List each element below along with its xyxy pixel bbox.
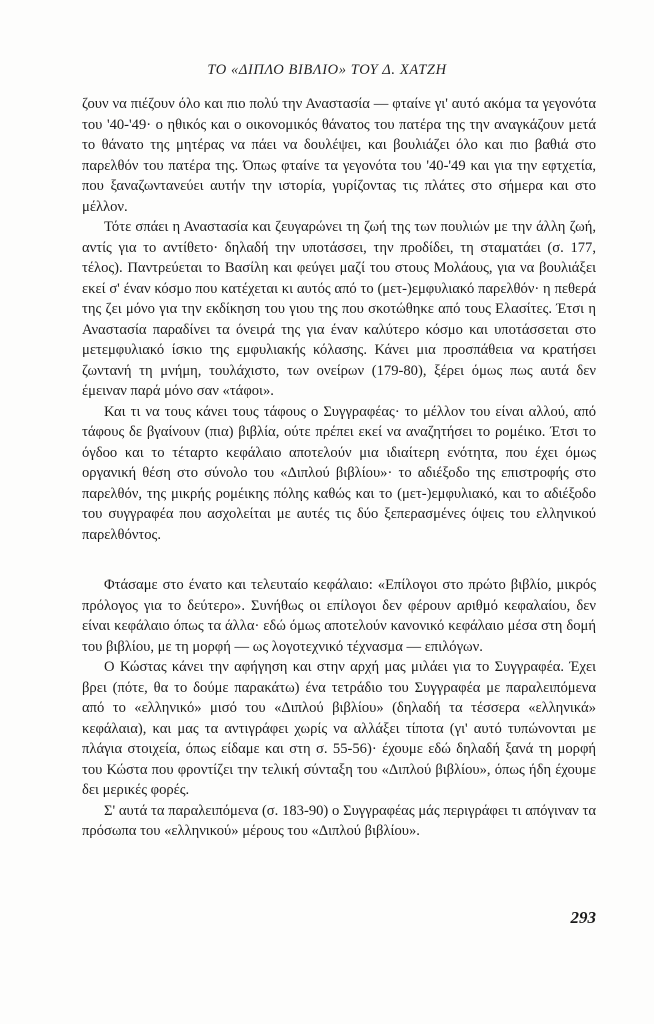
paragraph: ζουν να πιέζουν όλο και πιο πολύ την Αναστασία — φταίνε γι' αυτό ακόμα τα γεγονότα του '40-'49· ο ηθικός και ο οικονομικός θάνατος του πατέρα της την αναγκάζουν μετά το θάνατο της μητέρας να πάει να δουλέψει, και βουλιάζει όλο και πιο βαθιά στο παρελθόν του πατέρα της. Όπως φταίνε τα γεγονότα του '40-'49 και για την εφτχετία, που ξαναζωντανεύει αυτήν την ιστορία, γυρίζοντας τις πλάτες στο σήμερα και στο μέλλον. xyxy=(82,96,596,215)
paragraph: Σ' αυτά τα παραλειπόμενα (σ. 183-90) ο Συγγραφέας μάς περιγράφει τι απόγιναν τα πρόσωπα του «ελληνικού» μέρους του «Διπλού βιβλίου». xyxy=(82,802,596,839)
paragraph: Φτάσαμε στο ένατο και τελευταίο κεφάλαιο: «Επίλογοι στο πρώτο βιβλίο, μικρός πρόλογος για το δεύτερο». Συνήθως οι επίλογοι δεν φέρουν αριθμό κεφαλαίου, δεν είναι κεφάλαιο όπως τα άλλα· εδώ όμως αποτελούν κανονικό κεφάλαιο μέσα στη δομή του βιβλίου, με τη μορφή — ως λογοτεχνικό τέχνασμα — επιλόγων. xyxy=(82,577,596,655)
running-title: ΤΟ «ΔΙΠΛΟ ΒΙΒΛΙΟ» ΤΟΥ Δ. ΧΑΤΖΗ xyxy=(207,62,447,78)
paragraph: Τότε σπάει η Αναστασία και ζευγαρώνει τη ζωή της των πουλιών με την άλλη ζωή, αντίς για το αντίθετο· δηλαδή την υποτάσσει, την προδίδει, τη σταματάει (σ. 177, τέλος). Παντρεύεται το Βασίλη και φεύγει μαζί του στους Μολάους, για να βουλιάξει εκεί σ' έναν κόσμο που κατέχεται κι αυτός από το (μετ-)εμφυλιακό παρελθόν· η πεθερά της ζει μόνο για την εκδίκηση του γιου της που σκοτώθηκε από τους Ελασίτες. Έτσι η Αναστασία παραδίνει τα όνειρά της για έναν καλύτερο κόσμο και υποτάσσεται στο μετεμφυλιακό ίσκιο της εμφυλιακής κόλασης. Κάνει μια προσπάθεια να κρατήσει ζωντανή τη μνήμη, τουλάχιστο, των ονείρων (179-80), ξέρει όμως πως αυτά δεν έμειναν παρά μόνο σαν «τάφοι». xyxy=(82,219,596,399)
paragraph: Και τι να τους κάνει τους τάφους ο Συγγραφέας· το μέλλον του είναι αλλού, από τάφους δε βγαίνουν (πια) βιβλία, ούτε πρέπει εκεί να αναζητήσει το ρομέικο. Έτσι το όγδοο και το τέταρτο κεφάλαιο αποτελούν μια ιδιαίτερη ενότητα, που έχει όμως οργανική θέση στο σύνολο του «Διπλού βιβλίου»· το αδιέξοδο της επιστροφής στο παρελθόν, της μικρής ρομέικης πόλης καθώς και το (μετ-)εμφυλιακό, και το αδιέξοδο του συγγραφέα που ασχολείται με αυτές τις δύο ξεπερασμένες όψεις του ελληνικού παρελθόντος. xyxy=(82,403,596,543)
body-text xyxy=(82,94,596,842)
section-break xyxy=(82,545,596,575)
paragraph: Ο Κώστας κάνει την αφήγηση και στην αρχή μας μιλάει για το Συγγραφέα. Έχει βρει (πότε, θα το δούμε παρακάτω) ένα τετράδιο του Συγγραφέα με παραλειπόμενα από το «ελληνικό» μισό του «Διπλού βιβλίου» (δηλαδή τα τέσσερα «ελληνικά» κεφάλαια), και μας τα αντιγράφει χωρίς να αλλάξει τίποτα (γι' αυτό τυπώνονται με πλάγια στοιχεία, όπως είδαμε και στη σ. 55-56)· έχουμε εδώ δηλαδή ξανά τη μορφή του Κώστα που φροντίζει την τελική σύνταξη του «Διπλού βιβλίου», όπως ήδη έχουμε δει μερικές φορές. xyxy=(82,659,596,798)
page-number: 293 xyxy=(570,908,596,927)
